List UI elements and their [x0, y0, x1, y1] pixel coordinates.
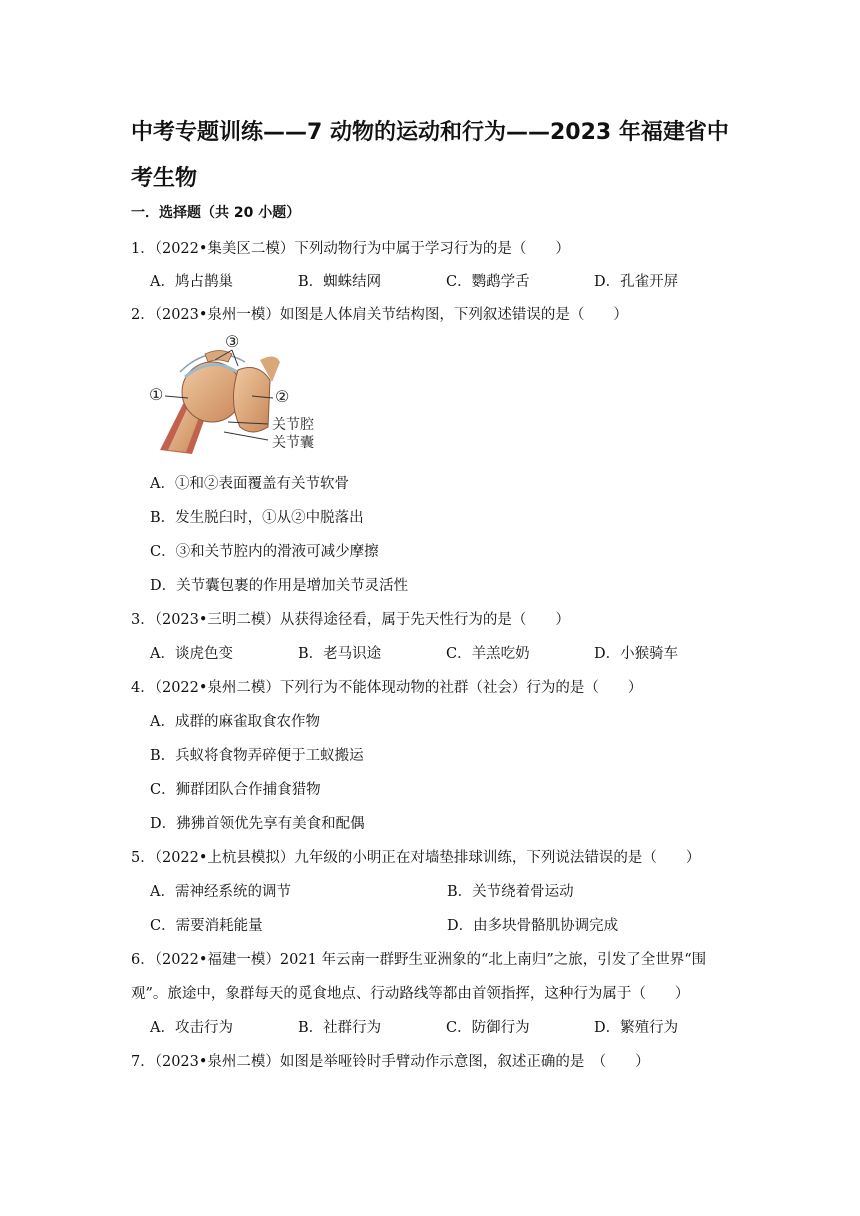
option-d[interactable]: D．繁殖行为	[594, 1020, 679, 1036]
question-5-option-b[interactable]: B．关节绕着骨运动	[447, 884, 574, 900]
question-2-option-c[interactable]: C．③和关节腔内的滑液可减少摩擦	[150, 544, 379, 560]
question-7-stem: 7．（2023•泉州二模）如图是举哑铃时手臂动作示意图，叙述正确的是 （ ）	[131, 1054, 650, 1070]
question-4-option-b[interactable]: B．兵蚁将食物弄碎便于工蚁搬运	[150, 748, 364, 764]
question-4-option-d[interactable]: D．狒狒首领优先享有美食和配偶	[150, 816, 365, 832]
question-2-option-b[interactable]: B．发生脱臼时，①从②中脱落出	[150, 510, 364, 526]
question-2-option-a[interactable]: A．①和②表面覆盖有关节软骨	[150, 476, 349, 492]
option-d[interactable]: D．孔雀开屏	[594, 274, 679, 290]
question-5-option-c[interactable]: C．需要消耗能量	[150, 918, 263, 934]
question-5-option-d[interactable]: D．由多块骨骼肌协调完成	[447, 918, 619, 934]
section-heading: 一．选择题（共 20 小题）	[131, 205, 301, 221]
question-1-stem: 1．（2022•集美区二模）下列动物行为中属于学习行为的是（ ）	[131, 241, 570, 257]
question-3-options	[150, 642, 750, 663]
option-b[interactable]: B．蜘蛛结网	[298, 274, 382, 290]
label-3: ③	[225, 332, 240, 351]
question-5-stem: 5．（2022•上杭县模拟）九年级的小明正在对墙垫排球训练，下列说法错误的是（ ）	[131, 850, 701, 866]
label-1: ①	[149, 385, 164, 404]
label-2: ②	[275, 387, 290, 406]
option-b[interactable]: B．社群行为	[298, 1020, 382, 1036]
question-4-stem: 4．（2022•泉州二模）下列行为不能体现动物的社群（社会）行为的是（ ）	[131, 680, 643, 696]
question-3-stem: 3．（2023•三明二模）从获得途径看，属于先天性行为的是（ ）	[131, 612, 570, 628]
question-1-options	[150, 270, 750, 291]
page-title: 中考专题训练——7 动物的运动和行为——2023 年福建省中考生物	[131, 120, 729, 191]
question-4-option-c[interactable]: C．狮群团队合作捕食猎物	[150, 782, 321, 798]
question-5-option-a[interactable]: A．需神经系统的调节	[150, 884, 291, 900]
option-c[interactable]: C．防御行为	[446, 1020, 530, 1036]
option-b[interactable]: B．老马识途	[298, 646, 382, 662]
option-a[interactable]: A．鸠占鹊巢	[150, 274, 233, 290]
label-joint-cavity: 关节腔	[272, 417, 314, 433]
question-2-option-d[interactable]: D．关节囊包裹的作用是增加关节灵活性	[150, 578, 409, 594]
option-c[interactable]: C．鹦鹉学舌	[446, 274, 530, 290]
option-a[interactable]: A．攻击行为	[150, 1020, 233, 1036]
question-6-stem-line-1: 6．（2022•福建一模）2021 年云南一群野生亚洲象的“北上南归”之旅，引发了全世界“围	[131, 952, 707, 968]
question-6-options	[150, 1016, 750, 1037]
question-2-stem: 2．（2023•泉州一模）如图是人体肩关节结构图，下列叙述错误的是（ ）	[131, 307, 628, 323]
question-4-option-a[interactable]: A．成群的麻雀取食农作物	[150, 714, 320, 730]
shoulder-joint-figure	[140, 332, 330, 457]
label-joint-capsule: 关节囊	[272, 435, 314, 451]
option-c[interactable]: C．羊羔吃奶	[446, 646, 530, 662]
option-d[interactable]: D．小猴骑车	[594, 646, 679, 662]
question-6-stem-line-2: 观”。旅途中，象群每天的觅食地点、行动路线等都由首领指挥，这种行为属于（ ）	[131, 986, 690, 1002]
option-a[interactable]: A．谈虎色变	[150, 646, 233, 662]
